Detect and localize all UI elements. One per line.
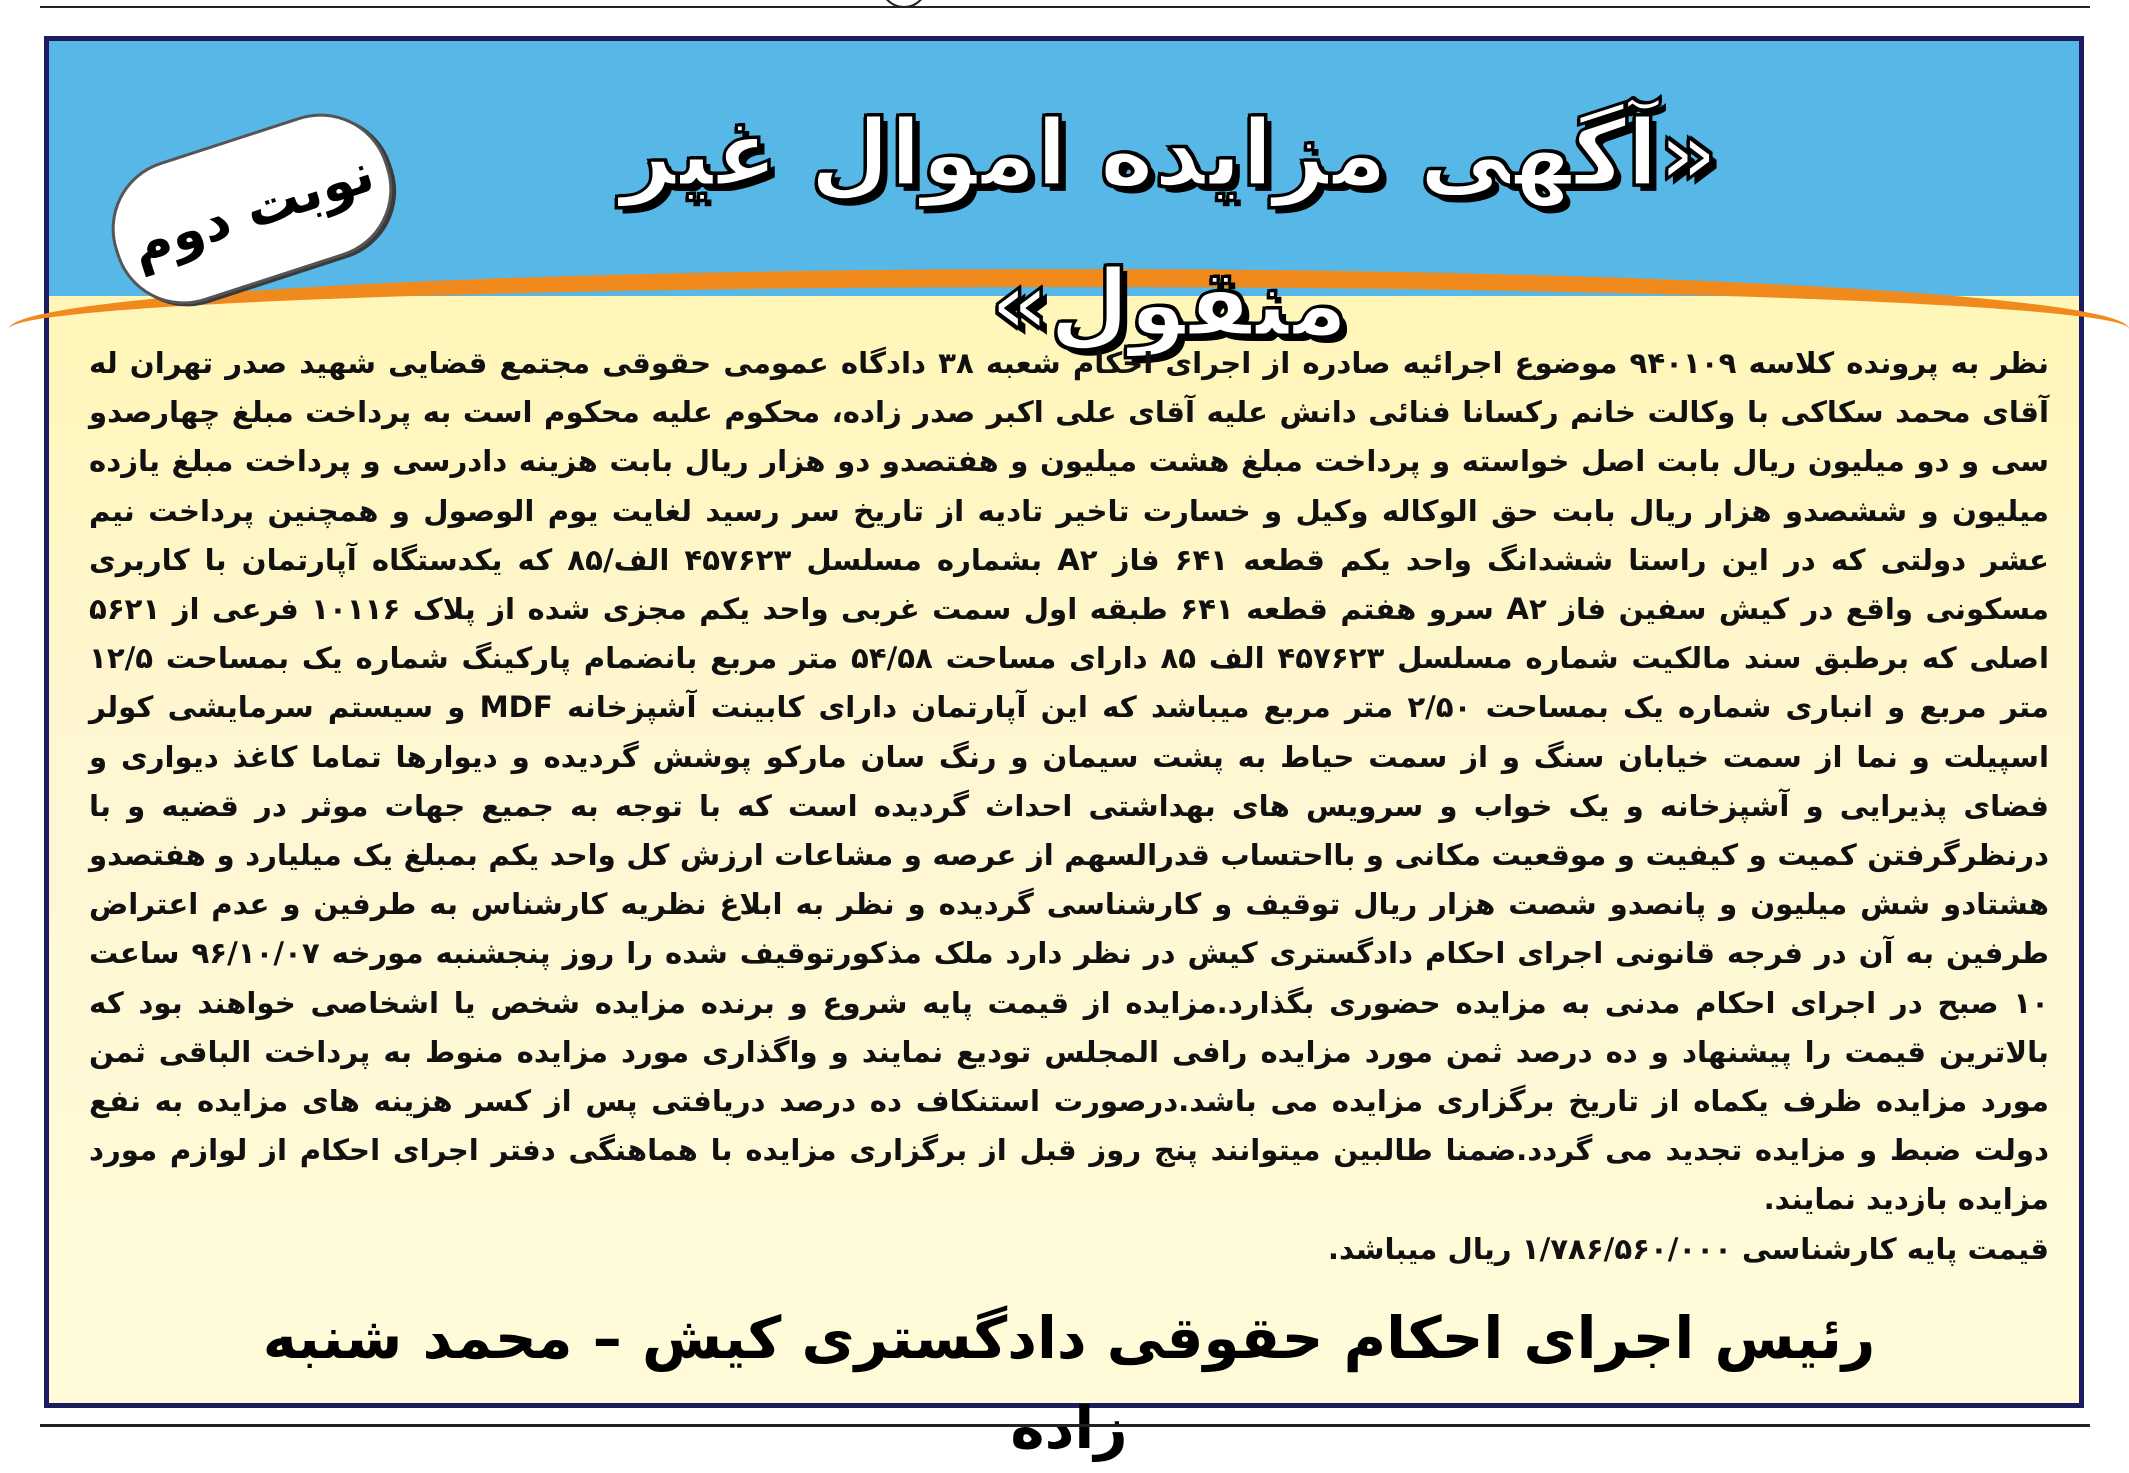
top-rule: [40, 0, 2090, 8]
round-badge-label: نوبت دوم: [122, 140, 382, 278]
notice-paragraph-base-price: قیمت پایه کارشناسی ۱/۷۸۶/۵۶۰/۰۰۰ ریال میباشد.: [1327, 1231, 2049, 1266]
notice-paragraph-main: نظر به پرونده کلاسه ۹۴۰۱۰۹ موضوع اجرائیه صادره از اجرای احکام شعبه ۳۸ دادگاه عمومی حقوقی مجتمع قضایی شهید صدر تهران له آقای محمد سکاکی با وکالت خانم رکسانا فنائی دانش علیه آقای علی اکبر صدر زاده، محکوم علیه محکوم است به پرداخت مبلغ چهارصدو سی و دو میلیون ریال بابت اصل خواسته و پرداخت مبلغ هشت میلیون و هفتصدو دو هزار ریال بابت هزینه دادرسی و پرداخت مبلغ یازده میلیون و ششصدو هزار ریال بابت حق الوکاله وکیل و خسارت تاخیر تادیه از تاریخ سر رسید لغایت یوم الوصول و همچنین پرداخت نیم عشر دولتی که در این راستا ششدانگ واحد یکم قطعه ۶۴۱ فاز A۲ بشماره مسلسل ۴۵۷۶۲۳ الف/۸۵ که یکدستگاه آپارتمان با کاربری مسکونی واقع در کیش سفین فاز A۲ سرو هفتم قطعه ۶۴۱ طبقه اول سمت غربی واحد یکم مجزی شده از پلاک ۱۰۱۱۶ فرعی از ۵۶۲۱ اصلی که برطبق سند مالکیت شماره مسلسل ۴۵۷۶۲۳ الف ۸۵ دارای مساحت ۵۴/۵۸ متر مربع بانضمام پارکینگ شماره یک بمساحت ۱۲/۵ متر مربع و انباری شماره یک بمساحت ۲/۵۰ متر مربع میباشد که این آپارتمان دارای کابینت آشپزخانه MDF و سیستم سرمایشی کولر اسپیلت و نما از سمت خیابان سنگ و از سمت حیاط به پشت سیمان و رنگ سان مارکو پوشش گردیده و دیوارها تماما کاغذ دیواری و فضای پذیرایی و آشپزخانه و یک خواب و سرویس های بهداشتی احداث گردیده است که با توجه به جمیع جهات موثر در قضیه و با درنظرگرفتن کمیت و کیفیت و موقعیت مکانی و بااحتساب قدرالسهم از عرصه و مشاعات ارزش کل واحد یکم بمبلغ یک میلیارد و هفتصدو هشتادو شش میلیون و پانصدو شصت هزار ریال توقیف و کارشناسی گردیده و نظر به ابلاغ نظریه کارشناس به طرفین و عدم اعتراض طرفین به آن در فرجه قانونی اجرای احکام دادگستری کیش در نظر دارد ملک مذکورتوقیف شده را روز پنجشنبه مورخه ۹۶/۱۰/۰۷ ساعت ۱۰ صبح در اجرای احکام مدنی به مزایده حضوری بگذارد.مزایده از قیمت پایه شروع و برنده مزایده شخص یا اشخاصی خواهند بود که بالاترین قیمت را پیشنهاد و ده درصد ثمن مورد مزایده رافی المجلس تودیع نمایند و واگذاری مورد مزایده منوط به پرداخت الباقی ثمن مورد مزایده ظرف یکماه از تاریخ برگزاری مزایده می باشد.درصورت استنکاف ده درصد دریافتی پس از کسر هزینه های مزایده به نفع دولت ضبط و مزایده تجدید می گردد.ضمنا طالبین میتوانند پنج روز قبل از برگزاری مزایده با هماهنگی دفتر اجرای احکام از لوازم مورد مزایده بازدید نمایند.: [89, 346, 2050, 1217]
signature-line: رئیس اجرای احکام حقوقی دادگستری کیش – محمد شنبه زاده: [262, 1304, 1876, 1462]
notice-frame: [44, 36, 2084, 1462]
notice-title: «آگهی مزایده اموال غیر منقول»: [620, 100, 1718, 357]
notice-body: [89, 339, 2049, 1274]
bottom-rule: [40, 1424, 2090, 1427]
